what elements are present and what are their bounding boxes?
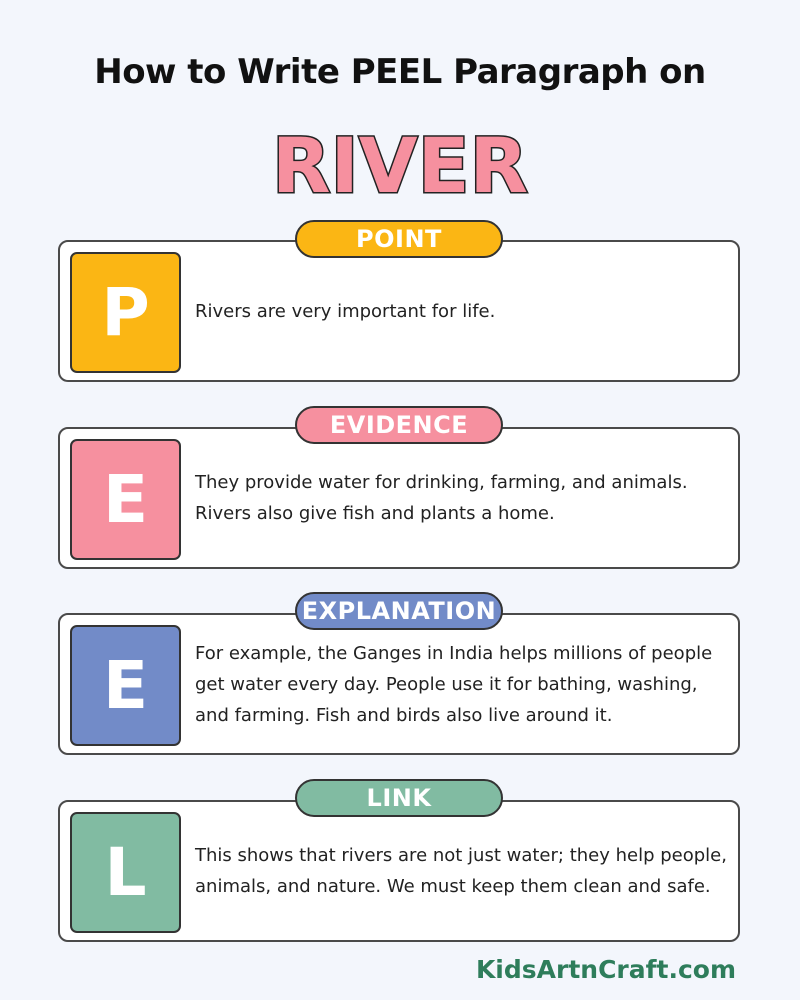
point-text: Rivers are very important for life.	[195, 300, 496, 322]
link-card	[58, 800, 740, 942]
evidence-label: EVIDENCE	[295, 406, 503, 444]
point-card	[58, 240, 740, 382]
brand-logo-text: KidsArtnCraft.com	[475, 955, 736, 984]
link-label: LINK	[295, 779, 503, 817]
link-letter-box: L	[70, 812, 181, 933]
evidence-text: They provide water for drinking, farming, and animals. Rivers also give fish and plants a home.	[195, 472, 688, 524]
explanation-letter-box: E	[70, 625, 181, 746]
explanation-text: For example, the Ganges in India helps millions of people get water every day. People use it for bathing, washing, and farming. Fish and birds also live around it.	[195, 642, 713, 726]
topic-heading	[0, 112, 800, 202]
explanation-card	[58, 613, 740, 755]
topic-text: RIVER	[271, 121, 529, 202]
explanation-label: EXPLANATION	[295, 592, 503, 630]
evidence-card	[58, 427, 740, 569]
link-text: This shows that rivers are not just water; they help people, animals, and nature. We must keep them clean and safe.	[195, 845, 727, 897]
point-label: POINT	[295, 220, 503, 258]
point-letter-box: P	[70, 252, 181, 373]
evidence-letter-box: E	[70, 439, 181, 560]
page-title: How to Write PEEL Paragraph on	[94, 52, 706, 92]
